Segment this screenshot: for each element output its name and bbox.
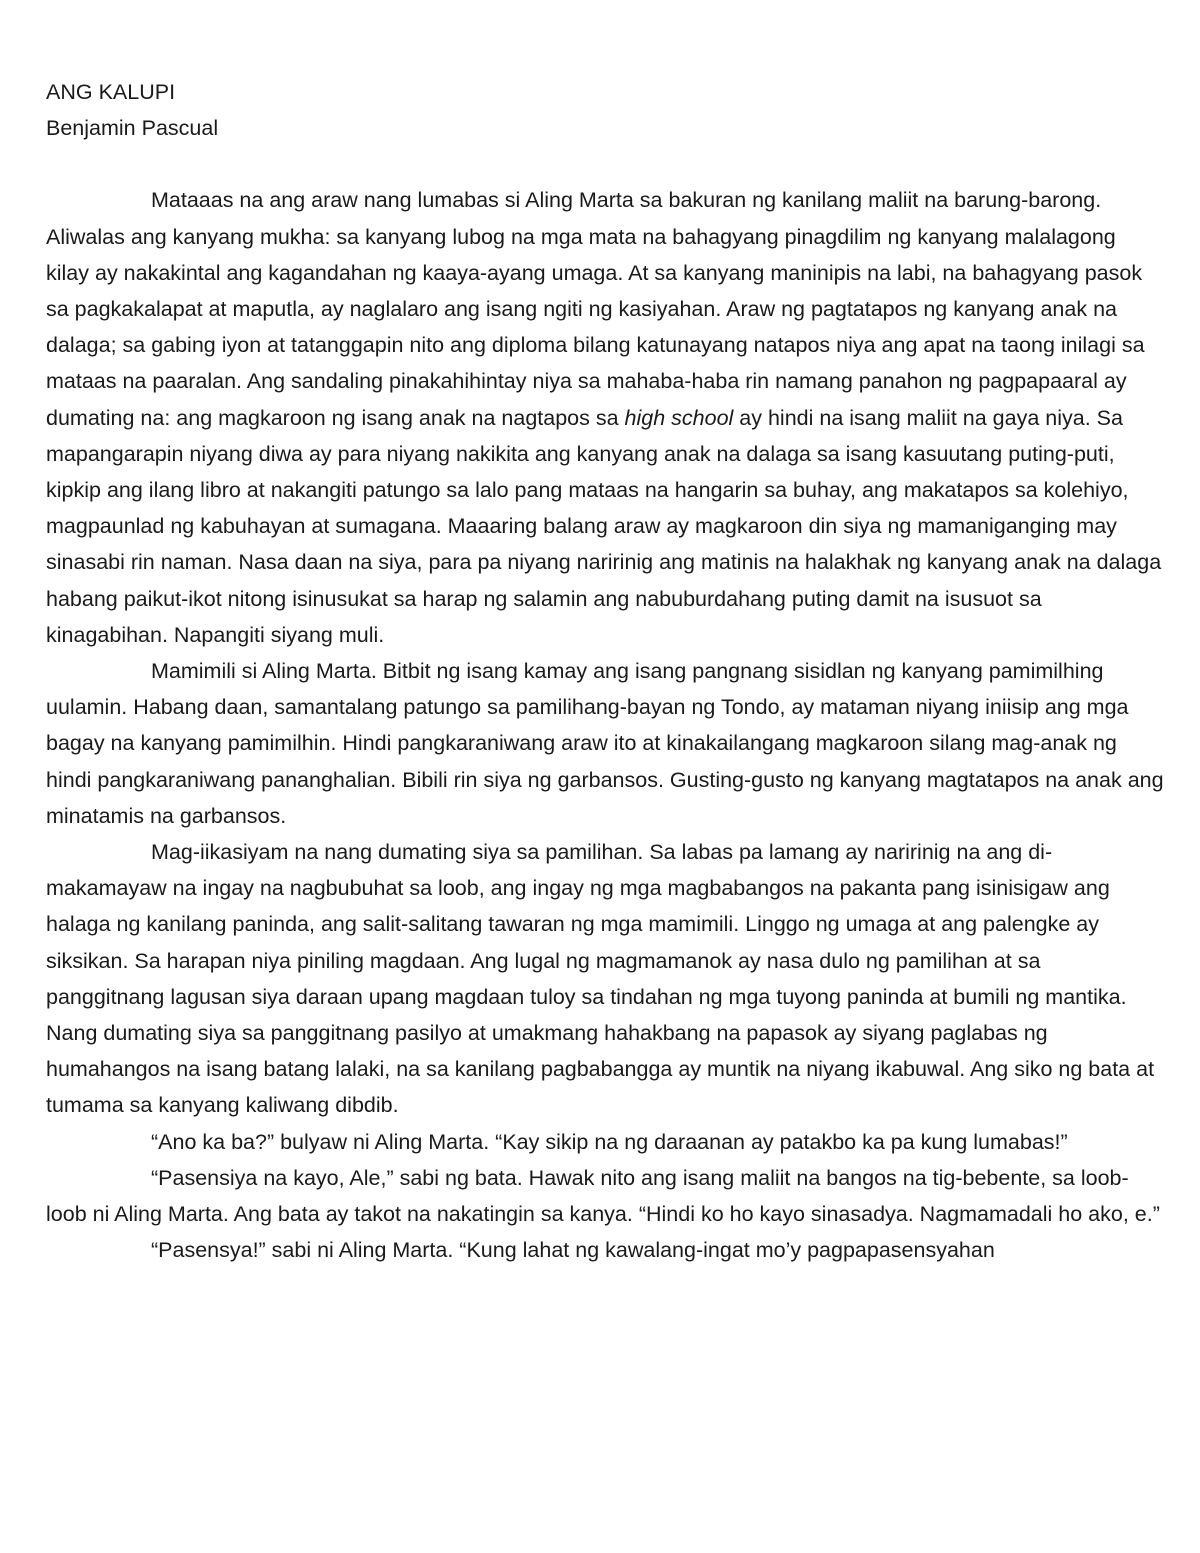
paragraph-1 [46,182,1164,653]
document-author: Benjamin Pascual [46,116,219,141]
paragraph-5-text: “Pasensiya na kayo, Ale,” sabi ng bata. Hawak nito ang isang maliit na bangos na tig-bebente, sa loob-loob ni Aling Marta. Ang bata ay takot na nakatingin sa kanya. “Hindi ko ho kayo sinasadya. Nagmamadali ho ako, e.” [46,1165,1160,1227]
paragraph-2 [46,653,1164,834]
paragraph-3-text: Mag-iikasiyam na nang dumating siya sa pamilihan. Sa labas pa lamang ay naririnig na ang di-makamayaw na ingay na nagbubuhat sa loob, ang ingay ng mga magbabangos na pakanta pang isinisigaw ang halaga ng kanilang paninda, ang salit-salitang tawaran ng mga mamimili. Linggo ng umaga at ang palengke ay siksikan. Sa harapan niya piniling magdaan. Ang lugal ng magmamanok ay nasa dulo ng pamilihan at sa panggitnang lagusan siya daraan upang magdaan tuloy sa tindahan ng mga tuyong paninda at bumili ng mantika. Nang dumating siya sa panggitnang pasilyo at umakmang hahakbang na papasok ay siyang paglabas ng humahangos na isang batang lalaki, na sa kanilang pagbabangga ay muntik na niyang ikabuwal. Ang siko ng bata at tumama sa kanyang kaliwang dibdib. [46,840,1155,1118]
paragraph-1-text-a: Mataaas na ang araw nang lumabas si Aling Marta sa bakuran ng kanilang maliit na barung-barong. Aliwalas ang kanyang mukha: sa kanyang lubog na mga mata na bahagyang pinagdilim ng kanyang malalagong kilay ay nakakintal ang kagandahan ng kaaya-ayang umaga. At sa kanyang maninipis na labi, na bahagyang pasok sa pagkakalapat at maputla, ay naglalaro ang isang ngiti ng kasiyahan. Araw ng pagtatapos ng kanyang anak na dalaga; sa gabing iyon at tatanggapin nito ang diploma bilang katunayang natapos niya ang apat na taong inilagi sa mataas na paaralan. Ang sandaling pinakahihintay niya sa mahaba-haba rin namang panahon ng pagpapaaral ay dumating na: ang magkaroon ng isang anak na nagtapos sa [46,188,1145,430]
paragraph-4-text: “Ano ka ba?” bulyaw ni Aling Marta. “Kay sikip na ng daraanan ay patakbo ka pa kung lumabas!” [151,1129,1068,1154]
story-body [46,182,1164,1268]
document-page [46,74,1164,1269]
paragraph-6-text: “Pasensya!” sabi ni Aling Marta. “Kung lahat ng kawalang-ingat mo’y pagpapasensyahan [151,1238,995,1263]
paragraph-1-text-b: ay hindi na isang maliit na gaya niya. Sa mapangarapin niyang diwa ay para niyang nakikita ang kanyang anak na dalaga sa isang kasuutang puting-puti, kipkip ang ilang libro at nakangiti patungo sa lalo pang mataas na hangarin sa buhay, ang makatapos sa kolehiyo, magpaunlad ng kabuhayan at sumagana. Maaaring balang araw ay magkaroon din siya ng mamaniganging may sinasabi rin naman. Nasa daan na siya, para pa niyang naririnig ang matinis na halakhak ng kanyang anak na dalaga habang paikut-ikot nitong isinusukat sa harap ng salamin ang nabuburdahang puting damit na isusuot sa kinagabihan. Napangiti siyang muli. [46,405,1162,647]
paragraph-4 [46,1124,1164,1160]
paragraph-3 [46,834,1164,1124]
paragraph-2-text: Mamimili si Aling Marta. Bitbit ng isang kamay ang isang pangnang sisidlan ng kanyang pamimilhing uulamin. Habang daan, samantalang patungo sa pamilihang-bayan ng Tondo, ay mataman niyang iniisip ang mga bagay na kanyang pamimilhin. Hindi pangkaraniwang araw ito at kinakailangang magkaroon silang mag-anak ng hindi pangkaraniwang pananghalian. Bibili rin siya ng garbansos. Gusting-gusto ng kanyang magtatapos na anak ang minatamis na garbansos. [46,659,1164,828]
paragraph-6 [46,1232,1164,1268]
paragraph-5 [46,1160,1164,1232]
document-title: ANG KALUPI [46,80,176,104]
paragraph-1-italic-term: high school [624,405,734,430]
